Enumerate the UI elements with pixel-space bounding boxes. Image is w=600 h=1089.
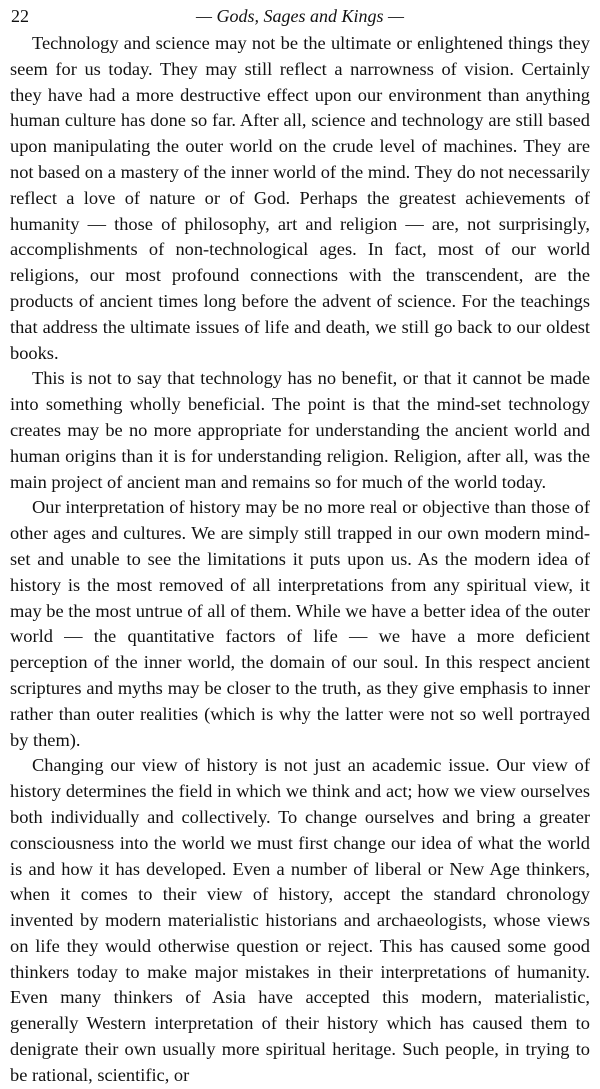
paragraph: Technology and science may not be the ultimate or enlightened things they seem for us today. They may still reflect a narrowness of vision. Certainly they have had a more destructive effect upon our environment than anything human culture has done so far. After all, science and technology are still based upon manipulating the outer world on the crude level of machines. They are not based on a mastery of the inner world of the mind. They do not necessarily reflect a love of nature or of God. Perhaps the greatest achievements of humanity — those of philosophy, art and religion — are, not surprisingly, accomplishments of non-technological ages. In fact, most of our world religions, our most profound connections with the transcendent, are the products of ancient times long before the advent of science. For the teachings that address the ultimate issues of life and death, we still go back to our oldest books. bbox=[10, 33, 590, 363]
paragraph: This is not to say that technology has no benefit, or that it cannot be made into something wholly beneficial. The point is that the mind-set technology creates may be no more appropriate for understanding the ancient world and human origins than it is for understanding religion. Religion, after all, was the main project of ancient man and remains so for much of the world today. bbox=[10, 368, 590, 492]
page-header bbox=[10, 3, 590, 29]
page-number: 22 bbox=[11, 6, 29, 26]
body-text bbox=[10, 31, 590, 1089]
paragraph: Changing our view of history is not just an academic issue. Our view of history determines the field in which we think and act; how we view ourselves both individually and collectively. To change ourselves and bring a greater consciousness into the world we must first change our idea of what the world is and how it has developed. Even a number of liberal or New Age thinkers, when it comes to their view of history, accept the standard chronology invented by modern materialistic historians and archaeologists, whose views on life they would otherwise question or reject. This has caused some good thinkers today to make major mistakes in their interpretations of humanity. Even many thinkers of Asia have accepted this modern, materialistic, generally Western interpretation of their history which has caused them to denigrate their own usually more spiritual heritage. Such people, in trying to be rational, scientific, or bbox=[10, 755, 590, 1085]
running-title: — Gods, Sages and Kings — bbox=[195, 6, 405, 26]
paragraph: Our interpretation of history may be no more real or objective than those of other ages and cultures. We are simply still trapped in our own modern mind-set and unable to see the limitations it puts upon us. As the modern idea of history is the most removed of all interpretations from any spiritual view, it may be the most untrue of all of them. While we have a better idea of the outer world — the quantitative factors of life — we have a more deficient perception of the inner world, the domain of our soul. In this respect ancient scriptures and myths may be closer to the truth, as they give emphasis to inner rather than outer realities (which is why the latter were not so well portrayed by them). bbox=[10, 497, 590, 750]
